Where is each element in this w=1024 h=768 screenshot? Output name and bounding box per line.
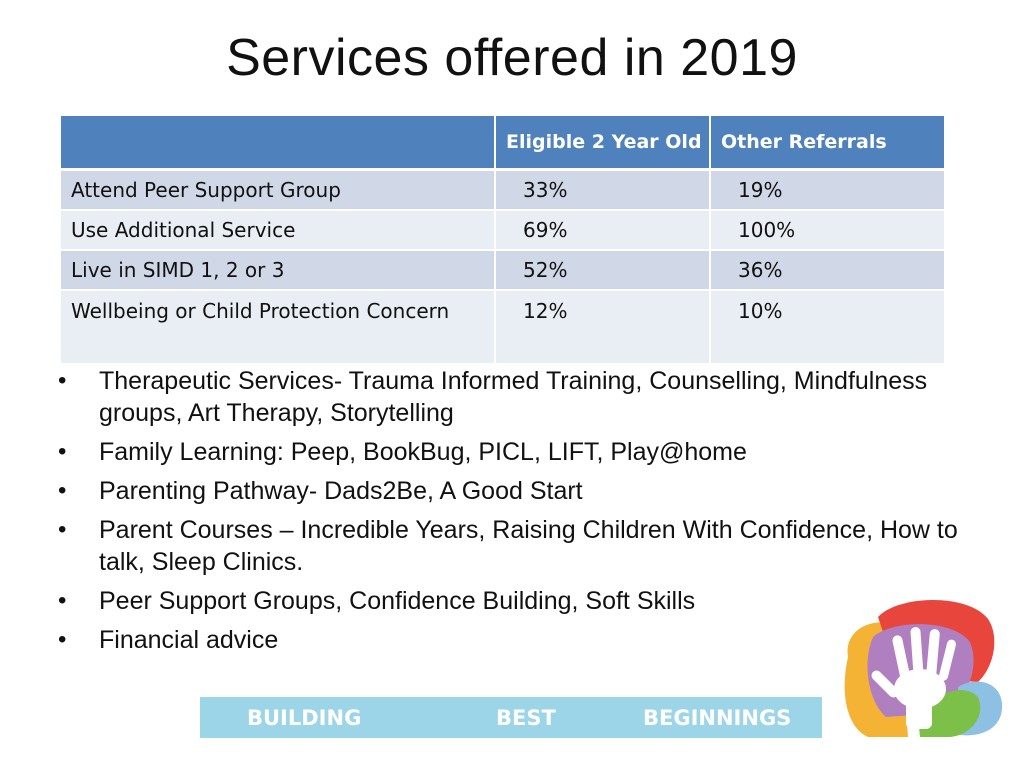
banner-word-best: BEST (496, 705, 556, 730)
header-eligible: Eligible 2 Year Old (495, 116, 710, 170)
eligible-value: 69% (495, 210, 710, 250)
banner-word-beginnings: BEGINNINGS (643, 705, 792, 730)
other-value: 36% (710, 250, 944, 290)
list-item: • Family Learning: Peep, BookBug, PICL, LIFT, Play@home (58, 436, 958, 468)
eligible-value: 52% (495, 250, 710, 290)
row-label: Live in SIMD 1, 2 or 3 (61, 250, 495, 290)
other-value: 100% (710, 210, 944, 250)
list-item: • Financial advice (58, 624, 958, 656)
table-row (61, 290, 944, 364)
table-row (61, 170, 944, 211)
header-blank (61, 116, 495, 170)
eligible-value: 12% (495, 290, 710, 364)
row-label: Use Additional Service (61, 210, 495, 250)
banner-word-building: BUILDING (247, 705, 362, 730)
table-row (61, 250, 944, 290)
building-best-beginnings-banner (200, 697, 822, 738)
other-value: 10% (710, 290, 944, 364)
list-item: • Therapeutic Services- Trauma Informed Training, Counselling, Mindfulness groups, Art Therapy, Storytelling (58, 365, 958, 429)
row-label: Wellbeing or Child Protection Concern (61, 290, 495, 364)
list-item: • Peer Support Groups, Confidence Building, Soft Skills (58, 585, 958, 617)
table-header-row (61, 116, 944, 170)
eligible-value: 33% (495, 170, 710, 211)
other-value: 19% (710, 170, 944, 211)
header-other: Other Referrals (710, 116, 944, 170)
hand-logo-icon (838, 597, 1004, 737)
services-list (58, 365, 958, 663)
table-row (61, 210, 944, 250)
services-table (61, 116, 944, 365)
slide-title: Services offered in 2019 (226, 29, 798, 87)
list-item: • Parenting Pathway- Dads2Be, A Good Start (58, 475, 958, 507)
row-label: Attend Peer Support Group (61, 170, 495, 211)
list-item: • Parent Courses – Incredible Years, Raising Children With Confidence, How to talk, Sleep Clinics. (58, 514, 958, 578)
